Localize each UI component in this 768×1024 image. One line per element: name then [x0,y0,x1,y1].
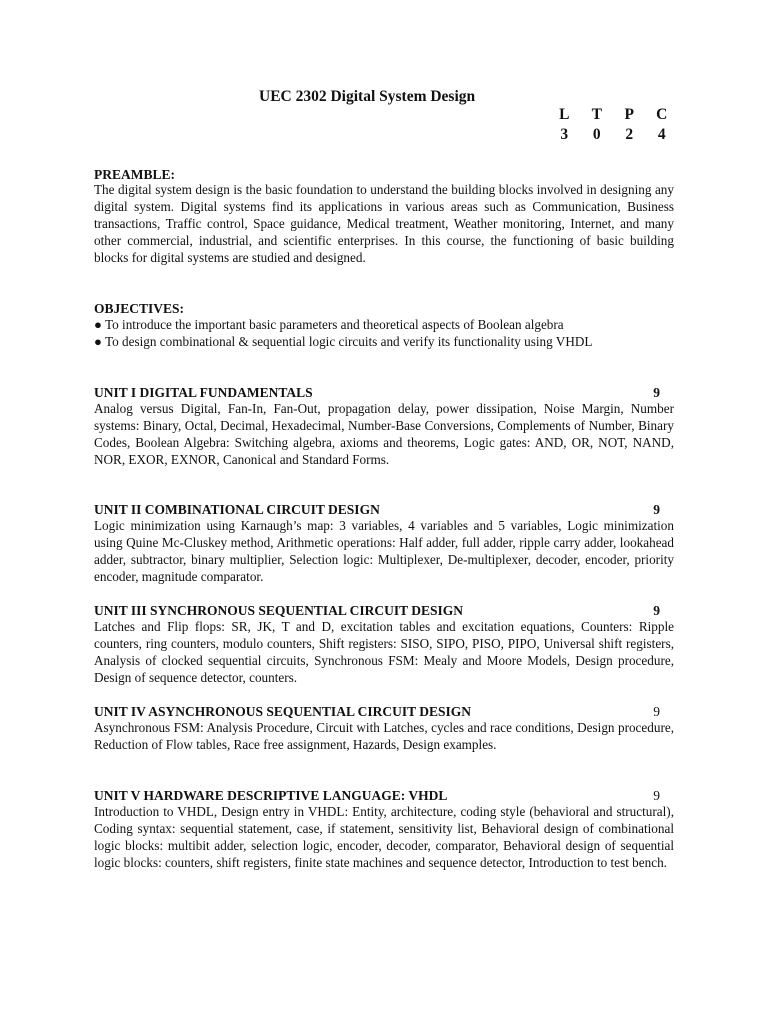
unit-1-hours: 9 [653,385,660,400]
unit-1-text [94,401,674,469]
unit-4-paragraph: Asynchronous FSM: Analysis Procedure, Circuit with Latches, cycles and race conditions, Design procedure, Reduction of Flow tables, Race free assignment, Hazards, Design examples. [94,720,674,752]
unit-1-title: UNIT I DIGITAL FUNDAMENTALS [94,385,313,400]
preamble-heading [94,166,674,183]
ltpc-header-c: C [656,106,668,123]
unit-2-text [94,518,674,586]
ltpc-value-l: 3 [560,126,569,143]
ltpc-value-row [548,126,678,146]
preamble-paragraph: The digital system design is the basic foundation to understand the building blocks involved in designing any digital system. Digital systems find its applications in various areas such as Communication, Business transactions, Traffic control, Space guidance, Medical treatment, Weather monitoring, Internet, and many other commercial, industrial, and scientific enterprises. In this course, the functioning of basic building blocks for digital systems are studied and designed. [94,182,674,265]
unit-4-hours: 9 [653,704,660,719]
unit-2-title: UNIT II COMBINATIONAL CIRCUIT DESIGN [94,502,380,517]
ltpc-table [548,106,678,146]
preamble-text [94,182,674,267]
unit-2-paragraph: Logic minimization using Karnaugh’s map: 3 variables, 4 variables and 5 variables, Logic minimization using Quine Mc-Cluskey method, Arithmetic operations: Half adder, full adder, ripple carry adder, lookahead adder, subtractor, binary multiplier, Selection logic: Multiplexer, De-multiplexer, decoder, encoder, priority encoder, magnitude comparator. [94,518,674,584]
objectives-heading-text: OBJECTIVES: [94,301,185,316]
unit-3-text [94,619,674,687]
objective-item: ● To design combinational & sequential logic circuits and verify its functionality using VHDL [94,333,593,349]
ltpc-value-p: 2 [625,126,634,143]
unit-3-heading [94,602,674,619]
unit-4-text [94,720,674,754]
unit-5-title: UNIT V HARDWARE DESCRIPTIVE LANGUAGE: VHDL [94,788,448,803]
objectives-list [94,317,674,351]
unit-3-title: UNIT III SYNCHRONOUS SEQUENTIAL CIRCUIT DESIGN [94,603,463,618]
ltpc-header-l: L [559,106,570,123]
ltpc-value-t: 0 [592,126,601,143]
unit-1-heading [94,384,674,401]
ltpc-header-p: P [624,106,634,123]
unit-3-paragraph: Latches and Flip flops: SR, JK, T and D, excitation tables and excitation equations, Counters: Ripple counters, ring counters, modulo counters, Shift registers: SISO, SIPO, PISO, PIPO, Universal shift registers, Analysis of clocked sequential circuits, Synchronous FSM: Mealy and Moore Models, Design procedure, Design of sequence detector, counters. [94,619,674,685]
ltpc-header-row [548,106,678,126]
ltpc-value-c: 4 [657,126,666,143]
preamble-heading-text: PREAMBLE: [94,167,175,182]
unit-2-hours: 9 [653,502,660,517]
ltpc-header-t: T [591,106,602,123]
unit-2-heading [94,501,674,518]
unit-5-paragraph: Introduction to VHDL, Design entry in VHDL: Entity, architecture, coding style (behavioral and structural), Coding syntax: sequential statement, case, if statement, sensitivity list, Behavioral design of combinational logic blocks: multibit adder, selection logic, encoder, decoder, comparator, Behavioral design of sequential logic blocks: counters, shift registers, finite state machines and sequence detector, Introduction to test bench. [94,804,674,870]
unit-5-heading [94,787,674,804]
unit-4-heading [94,703,674,720]
unit-1-paragraph: Analog versus Digital, Fan-In, Fan-Out, propagation delay, power dissipation, Noise Margin, Number systems: Binary, Octal, Decimal, Hexadecimal, Number-Base Conversions, Complements of Number, Binary Codes, Boolean Algebra: Switching algebra, axioms and theorems, Logic gates: AND, OR, NOT, NAND, NOR, EXOR, EXNOR, Canonical and Standard Forms. [94,401,674,467]
objective-item: ● To introduce the important basic parameters and theoretical aspects of Boolean algebra [94,317,564,332]
objectives-heading [94,300,674,317]
unit-3-hours: 9 [653,603,660,618]
course-title: UEC 2302 Digital System Design [259,88,476,105]
unit-4-title: UNIT IV ASYNCHRONOUS SEQUENTIAL CIRCUIT DESIGN [94,704,471,719]
unit-5-text [94,804,674,872]
unit-5-hours: 9 [653,788,660,803]
